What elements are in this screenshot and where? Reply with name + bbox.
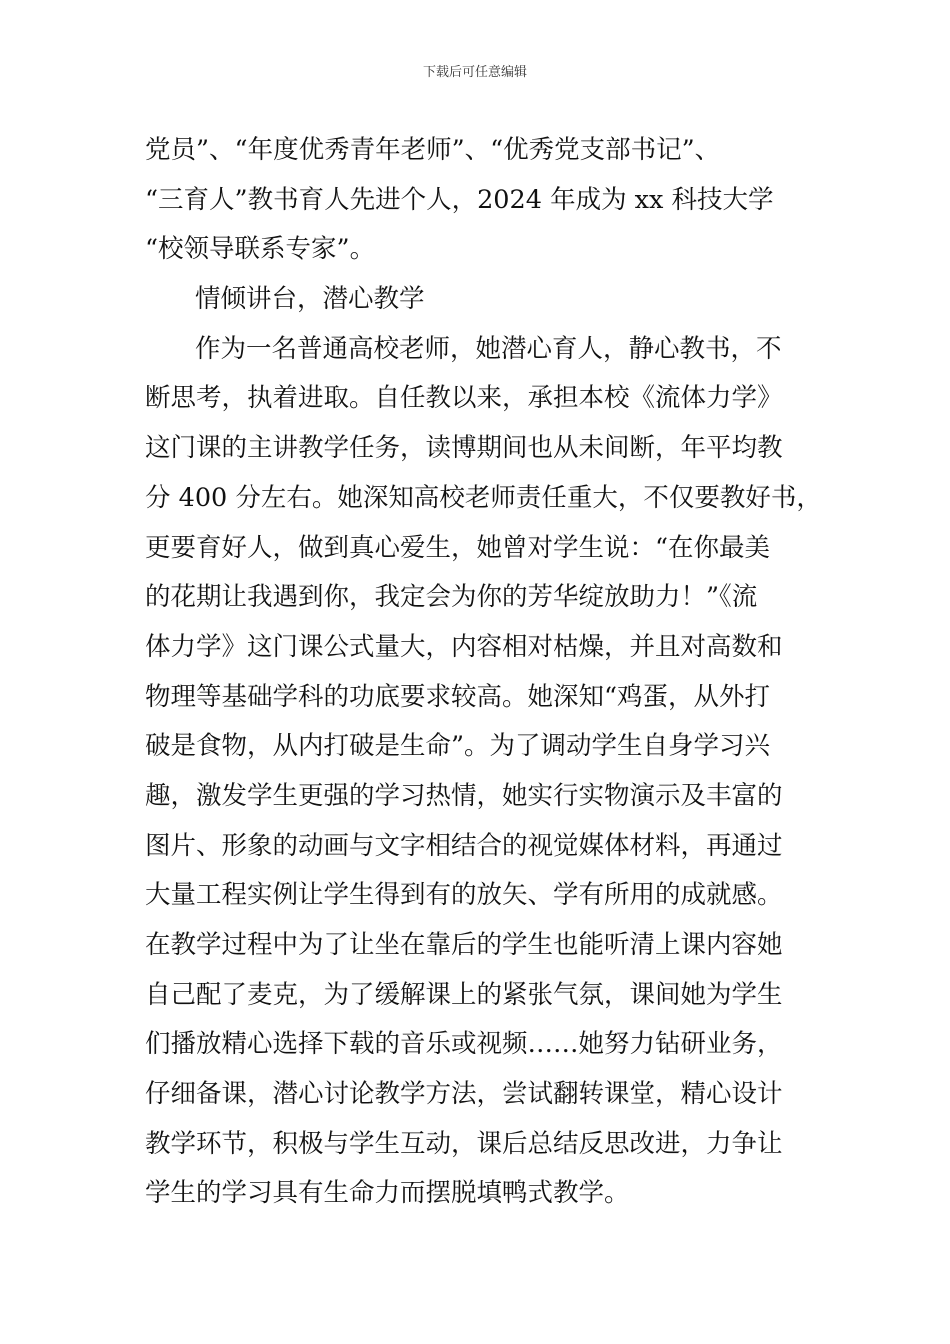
- text-line: 物理等基础学科的功底要求较高。她深知“鸡蛋，从外打: [145, 681, 771, 712]
- text-line: 仔细备课，潜心讨论教学方法，尝试翻转课堂，精心设计: [145, 1079, 783, 1110]
- section-heading: 情倾讲台，潜心教学: [195, 284, 425, 315]
- text-line: 学生的学习具有生命力而摆脱填鸭式教学。: [145, 1178, 630, 1209]
- text-line: 断思考，执着进取。自任教以来，承担本校《流体力学》: [145, 383, 783, 414]
- paragraph-first-line: 作为一名普通高校老师，她潜心育人，静心教书，不: [195, 333, 782, 364]
- text-line: 更要育好人，做到真心爱生，她曾对学生说：“在你最美: [145, 532, 771, 563]
- text-line: 的花期让我遇到你，我定会为你的芳华绽放助力！”《流: [145, 582, 758, 613]
- text-line: 体力学》这门课公式量大，内容相对枯燥，并且对高数和: [145, 631, 783, 662]
- text-line: 自己配了麦克，为了缓解课上的紧张气氛，课间她为学生: [145, 979, 783, 1010]
- text-line: 在教学过程中为了让坐在靠后的学生也能听清上课内容她: [145, 930, 783, 960]
- text-line: 破是食物，从内打破是生命”。为了调动学生自身学习兴: [145, 731, 771, 762]
- text-line: 大量工程实例让学生得到有的放矢、学有所用的成就感。: [145, 880, 783, 911]
- text-line: 们播放精心选择下载的音乐或视频……她努力钻研业务，: [145, 1029, 783, 1060]
- document-body: [145, 126, 822, 1219]
- text-line: “校领导联系专家”。: [145, 234, 376, 265]
- text-line: 分 400 分左右。她深知高校老师责任重大，不仅要教好书，: [145, 482, 822, 513]
- text-line: 图片、形象的动画与文字相结合的视觉媒体材料，再通过: [145, 830, 783, 861]
- text-line: 趣，激发学生更强的学习热情，她实行实物演示及丰富的: [145, 780, 783, 811]
- text-line: 这门课的主讲教学任务，读博期间也从未间断，年平均教: [145, 433, 783, 464]
- page-header: 下载后可任意编辑: [422, 65, 527, 80]
- text-line: 党员”、“年度优秀青年老师”、“优秀党支部书记”、: [145, 135, 721, 165]
- text-line: 教学环节，积极与学生互动，课后总结反思改进，力争让: [145, 1128, 783, 1159]
- text-line: “三育人”教书育人先进个人，2024 年成为 xx 科技大学: [145, 184, 774, 215]
